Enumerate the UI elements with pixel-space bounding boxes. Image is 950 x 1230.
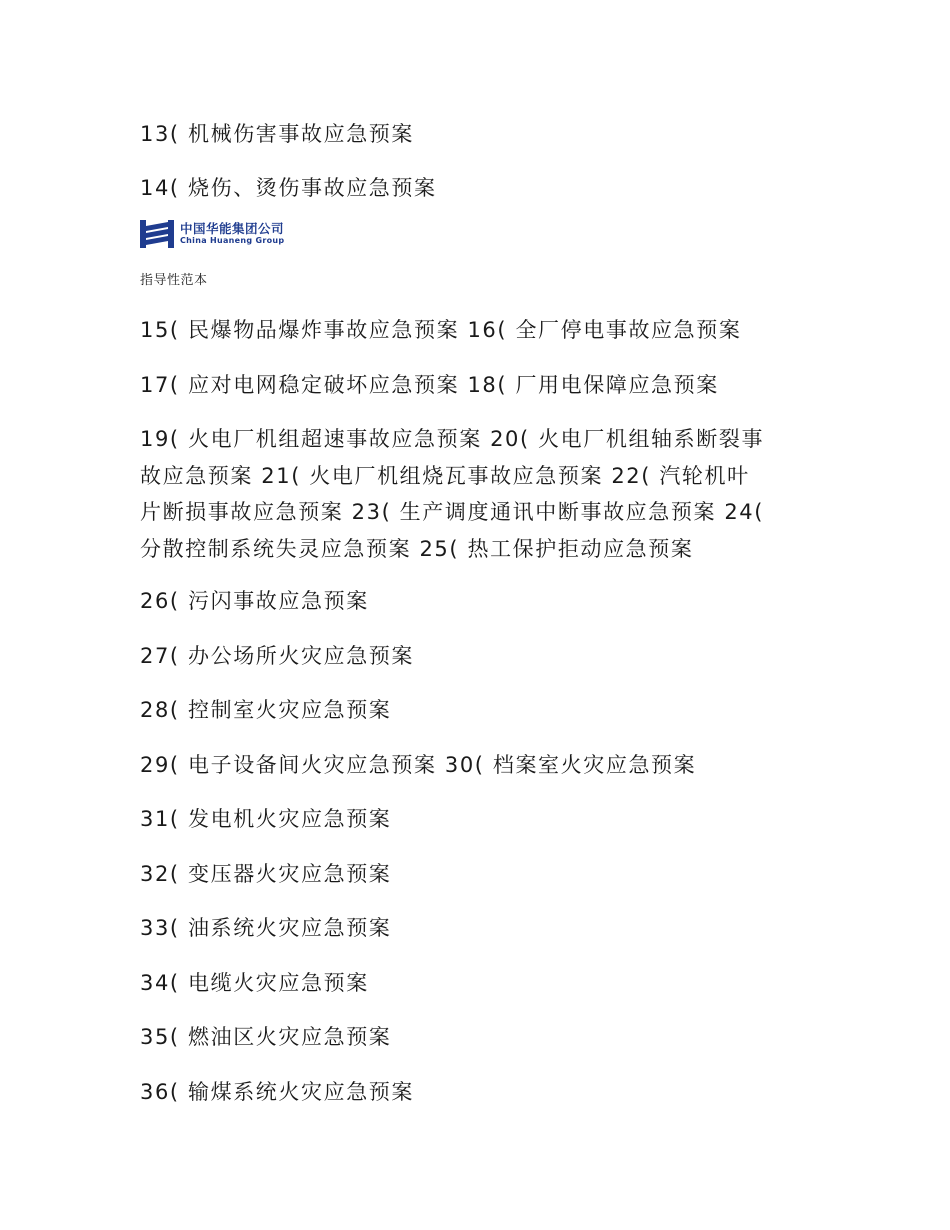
paragraph-line: 分散控制系统失灵应急预案 25( 热工保护拒动应急预案	[140, 536, 694, 561]
list-item-33: 33( 油系统火灾应急预案	[140, 916, 392, 940]
list-item-27: 27( 办公场所火灾应急预案	[140, 644, 414, 668]
list-item-26: 26( 污闪事故应急预案	[140, 589, 369, 613]
list-item-36: 36( 输煤系统火灾应急预案	[140, 1080, 414, 1104]
huaneng-logo-icon	[140, 220, 174, 248]
logo-english-name: China Huaneng Group	[180, 236, 285, 245]
paragraph-line: 片断损事故应急预案 23( 生产调度通讯中断事故应急预案 24(	[140, 500, 765, 524]
list-item-15-16: 15( 民爆物品爆炸事故应急预案 16( 全厂停电事故应急预案	[140, 318, 742, 342]
list-item-31: 31( 发电机火灾应急预案	[140, 807, 392, 831]
paragraph-line: 19( 火电厂机组超速事故应急预案 20( 火电厂机组轴系断裂事	[140, 427, 765, 451]
logo-chinese-name: 中国华能集团公司	[180, 221, 285, 236]
document-subtitle: 指导性范本	[140, 273, 208, 288]
company-logo	[140, 219, 284, 249]
paragraph-line: 故应急预案 21( 火电厂机组烧瓦事故应急预案 22( 汽轮机叶	[140, 463, 750, 488]
list-item-32: 32( 变压器火灾应急预案	[140, 862, 392, 886]
list-paragraph-19-25	[140, 421, 825, 567]
list-item-34: 34( 电缆火灾应急预案	[140, 971, 369, 995]
list-item-14: 14( 烧伤、烫伤事故应急预案	[140, 176, 437, 200]
list-item-17-18: 17( 应对电网稳定破坏应急预案 18( 厂用电保障应急预案	[140, 373, 719, 397]
list-item-13: 13( 机械伤害事故应急预案	[140, 122, 414, 146]
list-item-28: 28( 控制室火灾应急预案	[140, 698, 392, 722]
list-item-35: 35( 燃油区火灾应急预案	[140, 1025, 392, 1049]
list-item-29-30: 29( 电子设备间火灾应急预案 30( 档案室火灾应急预案	[140, 753, 697, 777]
